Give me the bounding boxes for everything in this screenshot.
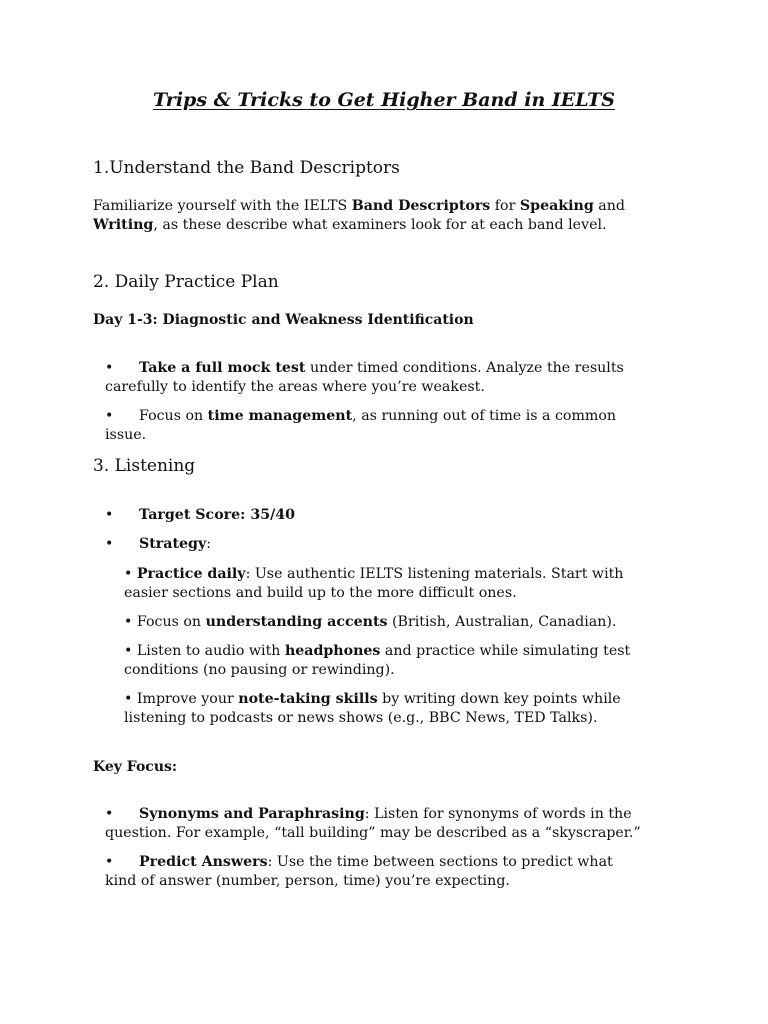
bold-text: Writing [93,217,154,233]
bullet-marker: • [105,854,114,870]
text: by writing down key points while listening to podcasts or news shows (e.g., BBC News, TED Talks). [124,691,621,726]
target-score: Target Score: 35/40 [139,507,295,523]
document-title: Trips & Tricks to Get Higher Band in IELTS [153,89,615,111]
bullet-marker: • [105,360,114,376]
bold-text: headphones [284,643,381,659]
bullet-marker: • [105,536,114,552]
bold-text: note-taking skills [238,691,378,707]
strategy-label: Strategy [139,536,207,552]
bold-text: Speaking [519,198,594,214]
text: : Use authentic IELTS listening materials. Start with easier sections and build up to the more difficult ones. [124,566,624,601]
strategy-sub-item [124,690,664,728]
key-focus-heading: Key Focus: [93,759,178,775]
bold-text: Band Descriptors [351,198,491,214]
text: Focus on [139,408,208,424]
bullet-marker: • [124,691,133,707]
list-item [105,535,645,554]
bullet-marker: • [105,507,114,523]
text: under timed conditions. Analyze the results carefully to identify the areas where you’re weakest. [105,360,624,395]
bullet-marker: • [124,643,133,659]
bold-text: understanding accents [205,614,388,630]
bold-text: Take a full mock test [139,360,306,376]
text: , as these describe what examiners look for at each band level. [153,217,607,233]
list-item [105,853,645,891]
text: (British, Australian, Canadian). [387,614,617,630]
strategy-sub-item [124,565,664,603]
list-item [105,805,645,843]
bold-text: Synonyms and Paraphrasing [139,806,365,822]
text: : Use the time between sections to predict what kind of answer (number, person, time) you’re expecting. [105,854,613,889]
text: , as running out of time is a common issue. [105,408,617,443]
bold-text: Predict Answers [139,854,268,870]
bold-text: time management [207,408,353,424]
band-descriptors-paragraph [93,197,633,235]
text: Familiarize yourself with the IELTS [93,198,352,214]
text: for [490,198,520,214]
bullet-marker: • [105,806,114,822]
subheading-day-1-3: Day 1-3: Diagnostic and Weakness Identification [93,312,474,328]
list-item [105,359,645,397]
section-heading-band-descriptors: 1.Understand the Band Descriptors [93,158,400,178]
bold-text: Practice daily [136,566,246,582]
strategy-sub-item [124,613,664,632]
list-item [105,407,645,445]
text: Focus on [136,614,206,630]
bullet-marker: • [124,614,133,630]
section-heading-listening: 3. Listening [93,456,196,476]
bullet-marker: • [105,408,114,424]
list-item [105,506,645,525]
text: and practice while simulating test conditions (no pausing or rewinding). [124,643,631,678]
text: Listen to audio with [136,643,285,659]
bullet-marker: • [124,566,133,582]
section-heading-daily-practice: 2. Daily Practice Plan [93,272,279,292]
text: : [206,536,211,552]
strategy-sub-item [124,642,664,680]
text: Improve your [136,691,239,707]
text: and [593,198,625,214]
text: : Listen for synonyms of words in the question. For example, “tall building” may be described as a “skyscraper.” [105,806,641,841]
